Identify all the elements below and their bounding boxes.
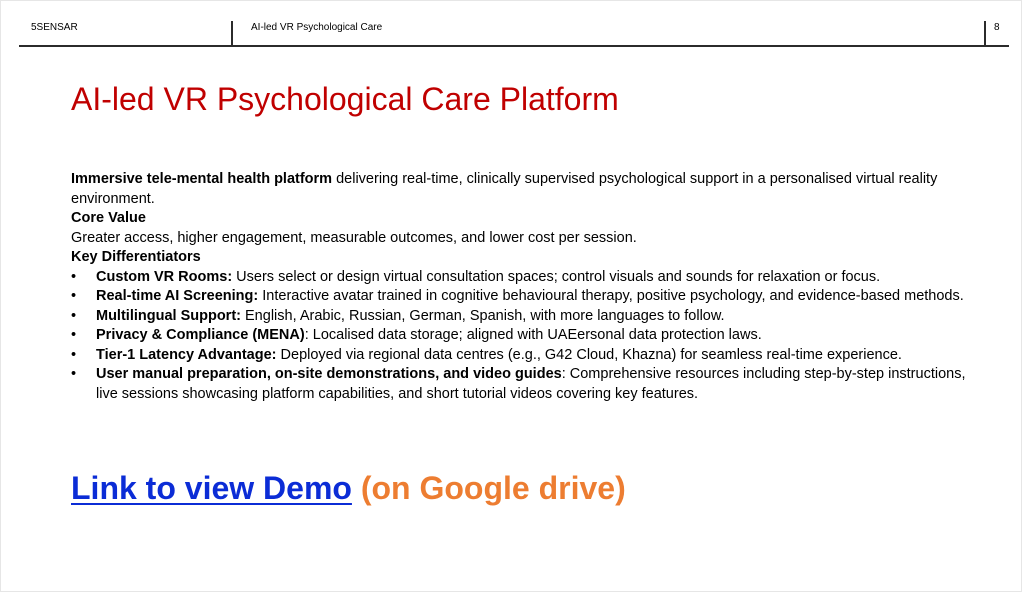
item-text: : Localised data storage; aligned with UAEersonal data protection laws. <box>304 327 762 343</box>
intro-bold: Immersive tele-mental health platform <box>71 171 333 187</box>
item-text: Users select or design virtual consultation spaces; control visuals and sounds for relaxation or focus. <box>232 268 881 285</box>
item-text: : Comprehensive resources including step-by-step instructions, live sessions showcasing platform capabilities, and short tutorial videos covering key features. <box>96 366 966 402</box>
list-item <box>71 326 976 346</box>
intro-text: delivering real-time, clinically supervised psychological support in a personalised virtual reality environment. <box>71 171 938 207</box>
list-item <box>71 307 976 327</box>
item-label: User manual preparation, on-site demonstrations, and video guides <box>96 366 562 382</box>
view-demo-link[interactable]: Link to view Demo <box>71 470 352 506</box>
slide-body <box>71 170 976 404</box>
bullet-icon: • <box>71 327 77 343</box>
item-label: Multilingual Support: <box>96 307 241 324</box>
list-item <box>71 287 976 307</box>
list-item <box>71 346 976 366</box>
bullet-icon: • <box>71 307 77 324</box>
intro-paragraph <box>71 170 976 209</box>
demo-line <box>71 467 626 509</box>
bullet-icon: • <box>71 346 77 363</box>
bullet-icon: • <box>71 268 77 285</box>
page-number: 8 <box>994 22 1000 33</box>
list-item <box>71 268 976 288</box>
item-text: Interactive avatar trained in cognitive behavioural therapy, positive psychology, and evidence-based methods. <box>258 288 964 304</box>
header-divider <box>984 21 986 45</box>
item-text: Deployed via regional data centres (e.g., G42 Cloud, Khazna) for seamless real-time experience. <box>276 346 902 363</box>
bullet-icon: • <box>71 366 77 382</box>
list-item <box>71 365 976 404</box>
core-value-heading: Core Value <box>71 210 146 226</box>
header-company: 5SENSAR <box>31 22 78 33</box>
key-differentiators-heading: Key Differentiators <box>71 249 201 265</box>
item-label: Real-time AI Screening: <box>96 288 259 304</box>
differentiators-list <box>71 268 976 405</box>
slide-header <box>19 15 1009 47</box>
item-label: Privacy & Compliance (MENA) <box>96 327 305 343</box>
header-section-title: AI-led VR Psychological Care <box>251 22 383 33</box>
header-divider <box>231 21 233 45</box>
item-text: English, Arabic, Russian, German, Spanish, with more languages to follow. <box>240 307 725 324</box>
item-label: Custom VR Rooms: <box>96 268 233 285</box>
demo-location-note: (on Google drive) <box>351 470 626 506</box>
bullet-icon: • <box>71 288 77 304</box>
slide-title: AI-led VR Psychological Care Platform <box>71 81 619 117</box>
core-value-text: Greater access, higher engagement, measurable outcomes, and lower cost per session. <box>71 229 637 246</box>
item-label: Tier-1 Latency Advantage: <box>96 346 277 363</box>
